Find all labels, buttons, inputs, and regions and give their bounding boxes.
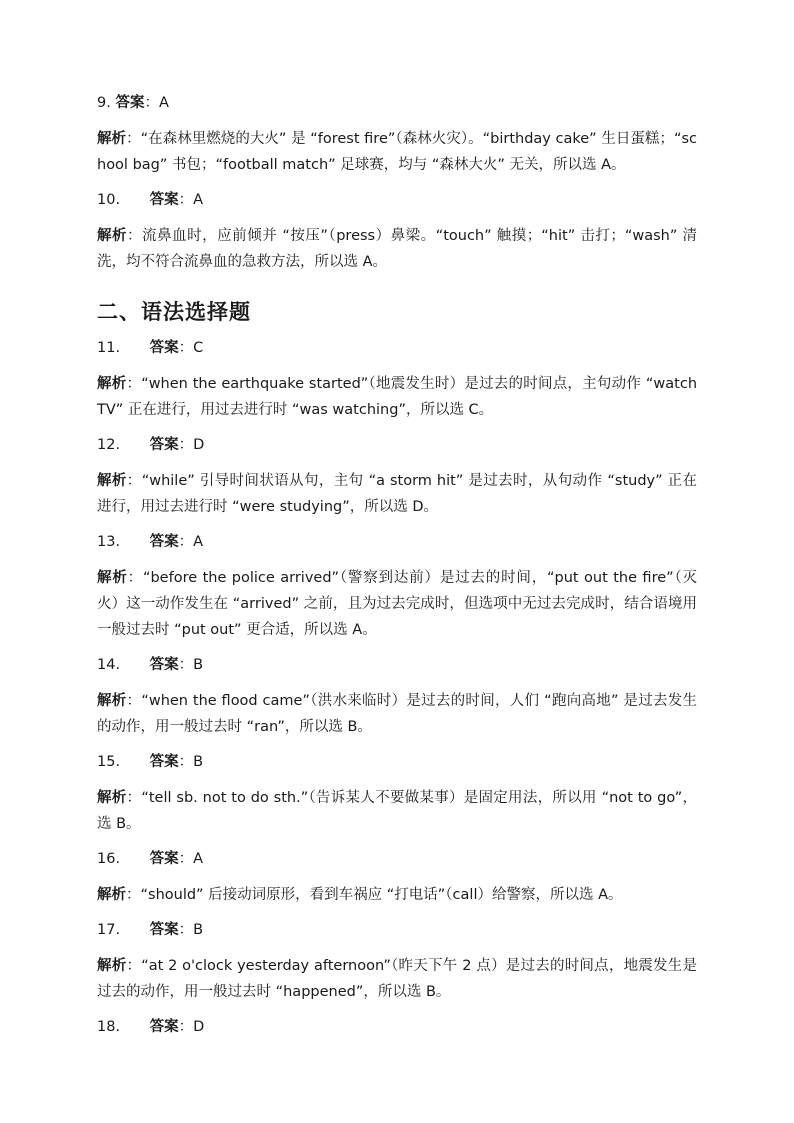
colon: ：	[178, 754, 194, 770]
colon: ：	[178, 437, 194, 453]
explanation-11	[97, 371, 697, 423]
explanation-label: 解析	[97, 228, 128, 244]
colon: ：	[126, 376, 142, 392]
answer-label: 答案	[149, 437, 179, 453]
answer-value: B	[193, 922, 204, 938]
colon: ：	[178, 192, 194, 208]
answer-value: B	[193, 754, 204, 770]
colon: ：	[144, 95, 159, 111]
answer-value: D	[193, 437, 205, 453]
answer-value: A	[193, 534, 204, 550]
answer-value: B	[193, 657, 204, 673]
explanation-text: “tell sb. not to do sth.”（告诉某人不要做某事）是固定用法，所以用 “not to go”，选 B。	[97, 790, 698, 832]
colon: ：	[126, 131, 141, 147]
explanation-text: “when the earthquake started”（地震发生时）是过去的时间点，主句动作 “watch TV” 正在进行，用过去进行时 “was watching”，所以选 C。	[97, 376, 698, 418]
answer-label: 答案	[149, 534, 179, 550]
colon: ：	[126, 790, 142, 806]
colon: ：	[127, 228, 143, 244]
explanation-label: 解析	[97, 693, 127, 709]
answer-label: 答案	[149, 851, 179, 867]
explanation-15	[97, 785, 697, 837]
explanation-text: “在森林里燃烧的大火” 是 “forest fire”（森林火灾）。“birthday cake” 生日蛋糕；“school bag” 书包；“football match” 足球赛，均与 “森林大火” 无关，所以选 A。	[97, 131, 697, 173]
explanation-text: “before the police arrived”（警察到达前）是过去的时间，“put out the fire”（灭火）这一动作发生在 “arrived” 之前，且为过去完成时，但选项中无过去完成时，结合语境用一般过去时 “put out” 更合适，所以选 A。	[97, 570, 698, 638]
answer-line-10	[97, 189, 697, 211]
answer-value: A	[193, 851, 204, 867]
section-heading: 二、语法选择题	[97, 300, 251, 324]
explanation-text: “at 2 o'clock yesterday afternoon”（昨天下午 2 点）是过去的时间点，地震发生是过去的动作，用一般过去时 “happened”，所以选 B。	[97, 958, 698, 1000]
answer-label: 答案	[149, 1019, 179, 1035]
question-number: 12.	[97, 437, 121, 453]
colon: ：	[126, 887, 141, 903]
answer-line-14	[97, 654, 697, 676]
colon: ：	[178, 851, 194, 867]
colon: ：	[126, 473, 142, 489]
answer-label: 答案	[149, 192, 179, 208]
question-number: 9.	[97, 95, 111, 111]
colon: ：	[178, 340, 194, 356]
answer-value: A	[158, 95, 169, 111]
explanation-14	[97, 688, 697, 740]
explanation-text: “while” 引导时间状语从句，主句 “a storm hit” 是过去时，从句动作 “study” 正在进行，用过去进行时 “were studying”，所以选 D。	[97, 473, 698, 515]
answer-label: 答案	[149, 922, 179, 938]
answer-line-9	[97, 92, 697, 114]
colon: ：	[178, 657, 194, 673]
answer-line-16	[97, 848, 697, 870]
answer-line-18	[97, 1016, 697, 1038]
answer-line-15	[97, 751, 697, 773]
question-number: 13.	[97, 534, 121, 550]
answer-value: D	[193, 1019, 205, 1035]
explanation-label: 解析	[97, 570, 128, 586]
colon: ：	[127, 570, 143, 586]
explanation-text: “should” 后接动词原形，看到车祸应 “打电话”（call）给警察，所以选 A。	[140, 887, 623, 903]
answer-line-13	[97, 531, 697, 553]
question-number: 14.	[97, 657, 121, 673]
explanation-label: 解析	[97, 131, 127, 147]
explanation-label: 解析	[97, 473, 127, 489]
answer-line-11	[97, 337, 697, 359]
explanation-label: 解析	[97, 790, 127, 806]
explanation-9	[97, 126, 697, 178]
answer-line-12	[97, 434, 697, 456]
answer-line-17	[97, 919, 697, 941]
question-number: 11.	[97, 340, 121, 356]
explanation-10	[97, 223, 697, 275]
answer-value: C	[193, 340, 204, 356]
question-number: 17.	[97, 922, 121, 938]
question-number: 10.	[97, 192, 121, 208]
answer-key-content	[97, 92, 697, 1050]
colon: ：	[126, 693, 142, 709]
explanation-13	[97, 565, 697, 643]
colon: ：	[178, 922, 194, 938]
answer-label: 答案	[149, 754, 179, 770]
colon: ：	[178, 1019, 194, 1035]
explanation-label: 解析	[97, 376, 127, 392]
answer-value: A	[193, 192, 204, 208]
question-number: 18.	[97, 1019, 121, 1035]
explanation-label: 解析	[97, 887, 126, 903]
question-number: 15.	[97, 754, 121, 770]
question-number: 16.	[97, 851, 121, 867]
answer-label: 答案	[115, 95, 145, 111]
answer-label: 答案	[149, 340, 179, 356]
colon: ：	[178, 534, 194, 550]
colon: ：	[126, 958, 142, 974]
explanation-text: 流鼻血时，应前倾并 “按压”（press）鼻梁。“touch” 触摸；“hit” 击打；“wash” 清洗，均不符合流鼻血的急救方法，所以选 A。	[97, 228, 698, 270]
explanation-16	[97, 882, 697, 908]
explanation-text: “when the flood came”（洪水来临时）是过去的时间，人们 “跑向高地” 是过去发生的动作，用一般过去时 “ran”，所以选 B。	[97, 693, 698, 735]
explanation-label: 解析	[97, 958, 127, 974]
explanation-12	[97, 468, 697, 520]
answer-label: 答案	[149, 657, 179, 673]
explanation-17	[97, 953, 697, 1005]
